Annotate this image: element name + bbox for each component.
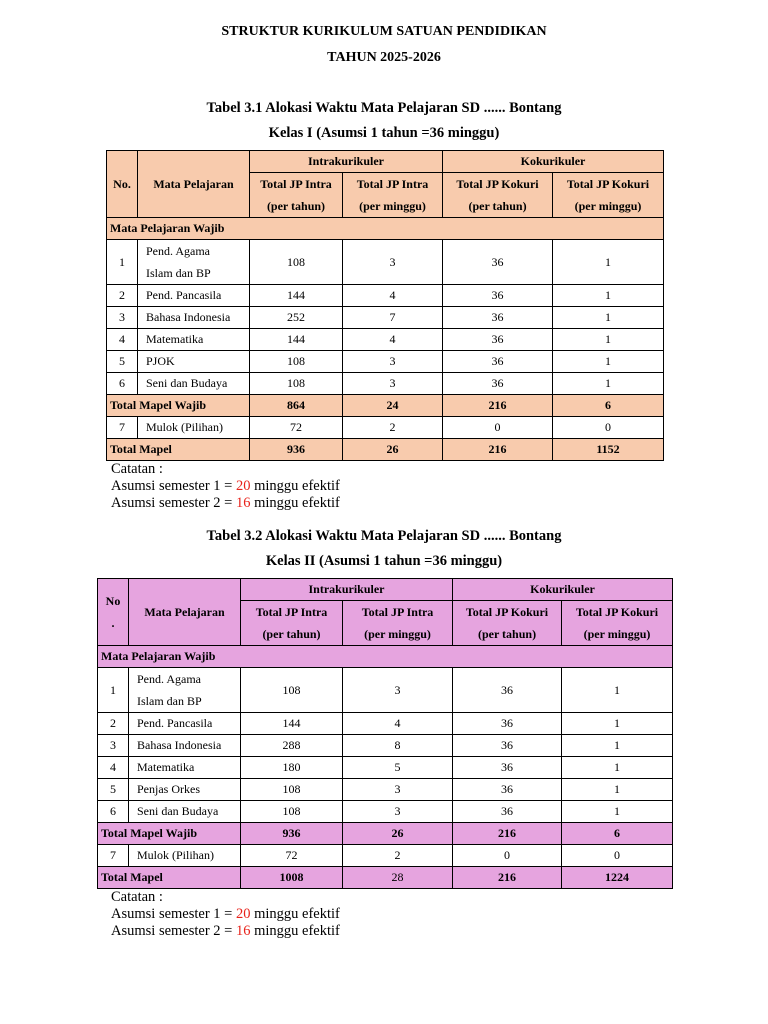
header-kokuri-tahun: Total JP Kokuri (per tahun) — [453, 601, 562, 646]
header-intra-tahun: Total JP Intra (per tahun) — [250, 173, 343, 218]
table-row: 6 Seni dan Budaya 108 3 36 1 — [107, 373, 664, 395]
header-intra-minggu: Total JP Intra (per minggu) — [343, 173, 443, 218]
header-intra-minggu: Total JP Intra (per minggu) — [343, 601, 453, 646]
header-kokuri-minggu: Total JP Kokuri (per minggu) — [562, 601, 673, 646]
table-row: 3 Bahasa Indonesia 252 7 36 1 — [107, 307, 664, 329]
section-mapel-wajib: Mata Pelajaran Wajib — [98, 646, 673, 668]
document-year: TAHUN 2025-2026 — [327, 50, 441, 65]
subtotal-row: Total Mapel Wajib 864 24 216 6 — [107, 395, 664, 417]
table2-subcaption: Kelas II (Asumsi 1 tahun =36 minggu) — [265, 553, 503, 569]
table2 — [97, 578, 673, 889]
total-row: Total Mapel 1008 28 216 1224 — [98, 867, 673, 889]
table1-subcaption: Kelas I (Asumsi 1 tahun =36 minggu) — [268, 125, 500, 141]
table-row: 2 Pend. Pancasila 144 4 36 1 — [107, 285, 664, 307]
header-no: No. — [107, 151, 138, 218]
table-row: 1 Pend. Agama Islam dan BP 108 3 36 1 — [107, 240, 664, 285]
section-mapel-wajib: Mata Pelajaran Wajib — [107, 218, 664, 240]
table-row: 4 Matematika 144 4 36 1 — [107, 329, 664, 351]
table-row: 3 Bahasa Indonesia 288 8 36 1 — [98, 735, 673, 757]
header-kokuri-minggu: Total JP Kokuri (per minggu) — [553, 173, 664, 218]
table-row: 5 Penjas Orkes 108 3 36 1 — [98, 779, 673, 801]
table-row: 4 Matematika 180 5 36 1 — [98, 757, 673, 779]
header-kokurikuler: Kokurikuler — [443, 151, 664, 173]
document-title: STRUKTUR KURIKULUM SATUAN PENDIDIKAN — [221, 24, 547, 39]
table-row: 1 Pend. Agama Islam dan BP 108 3 36 1 — [98, 668, 673, 713]
table-row: 7 Mulok (Pilihan) 72 2 0 0 — [98, 845, 673, 867]
table2-notes: Catatan : Asumsi semester 1 = 20 minggu efektif Asumsi semester 2 = 16 minggu efektif — [111, 889, 340, 939]
total-row: Total Mapel 936 26 216 1152 — [107, 439, 664, 461]
header-no: No . — [98, 579, 129, 646]
header-intra-tahun: Total JP Intra (per tahun) — [241, 601, 343, 646]
header-kokurikuler: Kokurikuler — [453, 579, 673, 601]
subtotal-row: Total Mapel Wajib 936 26 216 6 — [98, 823, 673, 845]
header-mata-pelajaran: Mata Pelajaran — [129, 579, 241, 646]
header-kokuri-tahun: Total JP Kokuri (per tahun) — [443, 173, 553, 218]
table1 — [106, 150, 664, 461]
header-intrakurikuler: Intrakurikuler — [241, 579, 453, 601]
table1-notes: Catatan : Asumsi semester 1 = 20 minggu efektif Asumsi semester 2 = 16 minggu efektif — [111, 461, 340, 511]
header-mata-pelajaran: Mata Pelajaran — [138, 151, 250, 218]
table-row: 6 Seni dan Budaya 108 3 36 1 — [98, 801, 673, 823]
table2-caption: Tabel 3.2 Alokasi Waktu Mata Pelajaran SD ...... Bontang — [206, 528, 562, 544]
table-row: 5 PJOK 108 3 36 1 — [107, 351, 664, 373]
table-row: 2 Pend. Pancasila 144 4 36 1 — [98, 713, 673, 735]
table-row: 7 Mulok (Pilihan) 72 2 0 0 — [107, 417, 664, 439]
header-intrakurikuler: Intrakurikuler — [250, 151, 443, 173]
table1-caption: Tabel 3.1 Alokasi Waktu Mata Pelajaran SD ...... Bontang — [206, 100, 562, 116]
